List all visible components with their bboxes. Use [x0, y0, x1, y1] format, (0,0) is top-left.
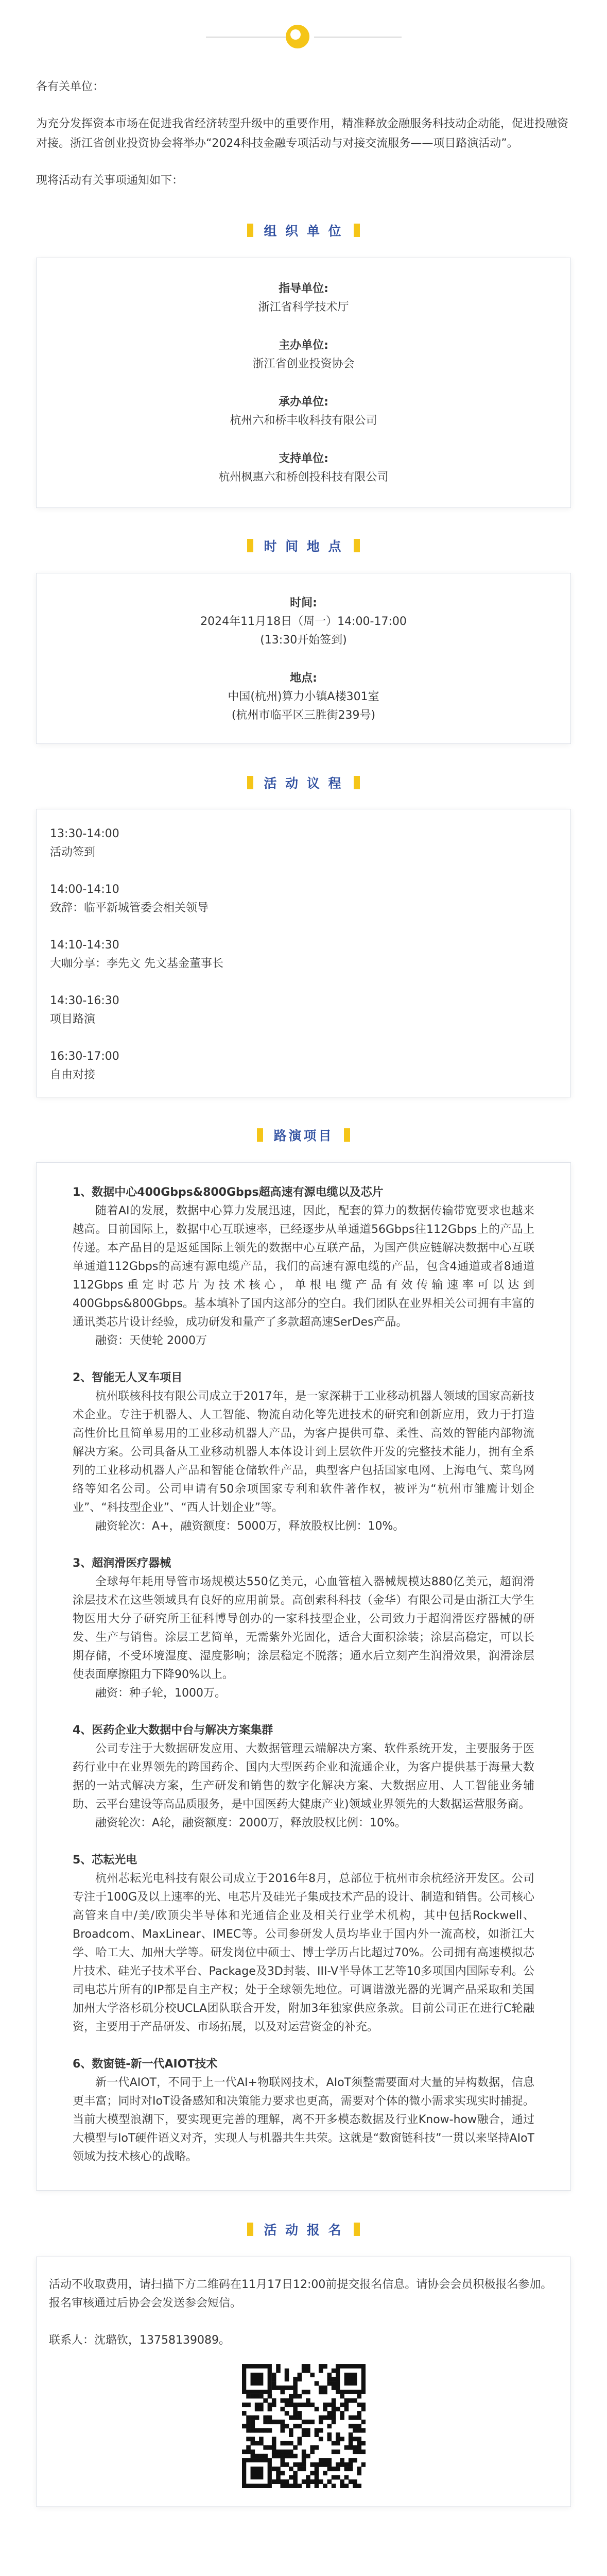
project-financing: 融资轮次：A+，融资额度：5000万，释放股权比例：10%。	[95, 1520, 405, 1533]
title-bar-icon	[354, 539, 360, 552]
project-title: 4、医药企业大数据中台与解决方案集群	[73, 1724, 273, 1737]
project-title: 6、数窗链-新一代AIOT技术	[73, 2058, 218, 2071]
title-bar-icon	[247, 224, 253, 237]
time-place-card	[36, 573, 571, 744]
title-bar-icon	[247, 2223, 253, 2236]
event-time: 时间: 2024年11月18日（周一）14:00-17:00 (13:30开始签到)	[200, 597, 407, 647]
project-title: 3、超润滑医疗器械	[73, 1557, 171, 1570]
title-bar-icon	[247, 776, 253, 789]
agenda-item: 14:10-14:30 大咖分享：李先文 先文基金董事长	[50, 939, 223, 970]
greeting: 各有关单位：	[36, 80, 105, 93]
title-bar-icon	[247, 539, 253, 552]
event-place: 地点: 中国(杭州)算力小镇A楼301室 (杭州市临平区三胜街239号)	[228, 672, 379, 722]
signup-content	[37, 2276, 570, 2350]
divider-right	[314, 37, 402, 38]
organizer-host: 主办单位: 浙江省创业投资协会	[252, 339, 355, 370]
project-financing: 融资轮次：A轮，融资额度：2000万，释放股权比例：10%。	[95, 1817, 406, 1829]
project-description: 全球每年耗用导管市场规模达550亿美元，心血管植入器械规模达880亿美元，超润滑涂层技术在这些领域具有良好的应用前景。高创索科科技（金华）有限公司是由浙江大学生物医用大分子研究所王征科博导创办的一家科技型企业，公司致力于超润滑医疗器械的研发、生产与销售。涂层工艺简单，无需紫外光固化，适合大面积涂装；涂层高稳定，可以长期存储，不受环境湿度、湿度影响；涂层稳定不脱落；通水后立刻产生润滑效果，润滑涂层使表面摩擦阻力下降90%以上。	[73, 1575, 534, 1681]
project-description: 杭州芯耘光电科技有限公司成立于2016年8月，总部位于杭州市余杭经济开发区。公司专注于100G及以上速率的光、电芯片及硅光子集成技术产品的设计、制造和销售。公司核心高管来自中/美/欧顶尖半导体和光通信企业及相关行业学术机构，其中包括Rockwell、Broadcom、MaxLinear、IMEC等。公司参研发人员均毕业于国内外一流高校，如浙江大学、哈工大、加州大学等。研发岗位中硕士、博士学历占比超过70%。公司拥有高速模拟芯片技术、硅光子技术平台、Package及3D封装、III-V半导体工艺等10多项国内国际专利。公司电芯片所有的IP都是自主产权；处于全球领先地位。可调谐激光器的光调产品采取和美国加州大学洛杉矶分校UCLA团队联合开发，附加3年独家供应条款。目前公司正在进行C轮融资，主要用于产品研发、市场拓展，以及对运营资金的补充。	[73, 1872, 534, 2033]
section-title-projects: 路演项目	[0, 1123, 607, 1149]
section-title-organizers: 组 织 单 位	[0, 218, 607, 244]
project-description: 杭州联核科技有限公司成立于2017年，是一家深耕于工业移动机器人领域的国家高新技术企业。专注于机器人、人工智能、物流自动化等先进技术的研究和创新应用，致力于打造高性价比且简单易用的工业移动机器人产品，为客户提供可靠、柔性、高效的智能内部物流解决方案。公司具备从工业移动机器人本体设计到上层软件开发的完整技术能力，拥有全系列的工业移动机器人产品和智能仓储软件产品，典型客户包括国家电网、上海电气、菜鸟网络等知名公司。公司申请有50余项国家专利和软件著作权，被评为“杭州市雏鹰计划企业”、“科技型企业”、“西人计划企业”等。	[73, 1390, 534, 1514]
project-item	[73, 1554, 534, 1703]
agenda-card	[36, 809, 571, 1097]
intro-block	[0, 77, 607, 191]
title-bar-icon	[344, 1128, 350, 1142]
projects-list	[37, 1183, 570, 2166]
project-description: 随着AI的发展，数据中心算力发展迅速，因此，配套的算力的数据传输带宽要求也越来越高。目前国际上，数据中心互联速率，已经逐步从单通道56Gbps往112Gbps上的产品上传递。本产品目的是返延国际上领先的数据中心互联产品，为国产供应链解决数据中心互联单通道112Gbps的高速有源电缆产品，我们的高速有源电缆的产品，包含4通道或者8通道112Gbps重定时芯片为技术核心，单根电缆产品有效传输速率可以达到400Gbps&800Gbps。基本填补了国内这部分的空白。我们团队在业界相关公司拥有丰富的通讯类芯片设计经验，成功研发和量产了多款超高速SerDes产品。	[73, 1205, 534, 1329]
title-bar-icon	[354, 224, 360, 237]
divider-left	[206, 37, 293, 38]
signup-instructions: 活动不收取费用，请扫描下方二维码在11月17日12:00前提交报名信息。请协会会员积极报名参加。报名审核通过后协会会发送参会短信。	[49, 2278, 552, 2310]
agenda-item: 14:30-16:30 项目路演	[50, 994, 119, 1026]
project-financing: 融资：天使轮 2000万	[95, 1334, 207, 1347]
signup-card	[36, 2257, 571, 2507]
organizer-support: 支持单位: 杭州枫惠六和桥创投科技有限公司	[218, 452, 389, 484]
organizers-card	[36, 258, 571, 508]
project-item	[73, 1721, 534, 1833]
project-item	[73, 1851, 534, 2037]
project-title: 1、数据中心400Gbps&800Gbps超高速有源电缆以及芯片	[73, 1186, 384, 1199]
agenda-item: 13:30-14:00 活动签到	[50, 827, 119, 859]
project-title: 5、芯耘光电	[73, 1854, 137, 1867]
project-description: 新一代AIOT，不同于上一代AI+物联网技术，AIoT须整需要面对大量的异构数据，信息更丰富；同时对IoT设备感知和决策能力要求也更高，需要对个体的微小需求实现实时捕捉。当前大模型浪潮下，要实现更完善的理解，离不开多模态数据及行业Know-how融合，通过大模型与IoT硬件语义对齐，实现人与机器共生共荣。这就是“数窗链科技”一贯以来坚持AIoT领域为技术核心的战略。	[73, 2076, 534, 2163]
project-financing: 融资：种子轮，1000万。	[95, 1687, 226, 1700]
section-title-signup: 活 动 报 名	[0, 2217, 607, 2243]
registration-qr-code-icon[interactable]	[242, 2364, 366, 2488]
projects-card	[36, 1162, 571, 2191]
signup-contact: 联系人：沈璐钦，13758139089。	[49, 2334, 230, 2347]
agenda-list	[37, 825, 570, 1084]
notice-paragraph: 现将活动有关事项通知如下：	[36, 174, 184, 187]
header-decoration	[0, 0, 607, 77]
intro-paragraph: 为充分发挥资本市场在促进我省经济转型升级中的重要作用，精准释放金融服务科技动企动能，促进投融资对接。浙江省创业投资协会将举办“2024科技金融专项活动与对接交流服务——项目路演活动”。	[36, 117, 569, 150]
agenda-item: 16:30-17:00 自由对接	[50, 1050, 119, 1081]
circle-ornament-icon	[286, 25, 309, 48]
section-title-time-place: 时 间 地 点	[0, 534, 607, 560]
agenda-item: 14:00-14:10 致辞：临平新城管委会相关领导	[50, 883, 209, 914]
project-item	[73, 2055, 534, 2166]
project-item	[73, 1183, 534, 1350]
section-title-agenda: 活 动 议 程	[0, 771, 607, 796]
title-bar-icon	[354, 2223, 360, 2236]
project-title: 2、智能无人叉车项目	[73, 1371, 183, 1384]
project-description: 公司专注于大数据研发应用、大数据管理云端解决方案、软件系统开发，主要服务于医药行业中在业界领先的跨国药企、国内大型医药企业和流通企业，为客户提供基于海量大数据的一站式解决方案，生产研发和销售的数字化解决方案、大数据应用、人工智能业务辅助、云平台建设等高品质服务，是中国医药大健康产业)领域业界领先的大数据运营服务商。	[73, 1742, 534, 1811]
qr-code-graphic	[242, 2364, 366, 2488]
organizer-undertake: 承办单位: 杭州六和桥丰收科技有限公司	[230, 396, 377, 427]
title-bar-icon	[257, 1128, 263, 1142]
project-item	[73, 1369, 534, 1536]
title-bar-icon	[354, 776, 360, 789]
organizer-guide: 指导单位: 浙江省科学技术厅	[258, 282, 349, 314]
